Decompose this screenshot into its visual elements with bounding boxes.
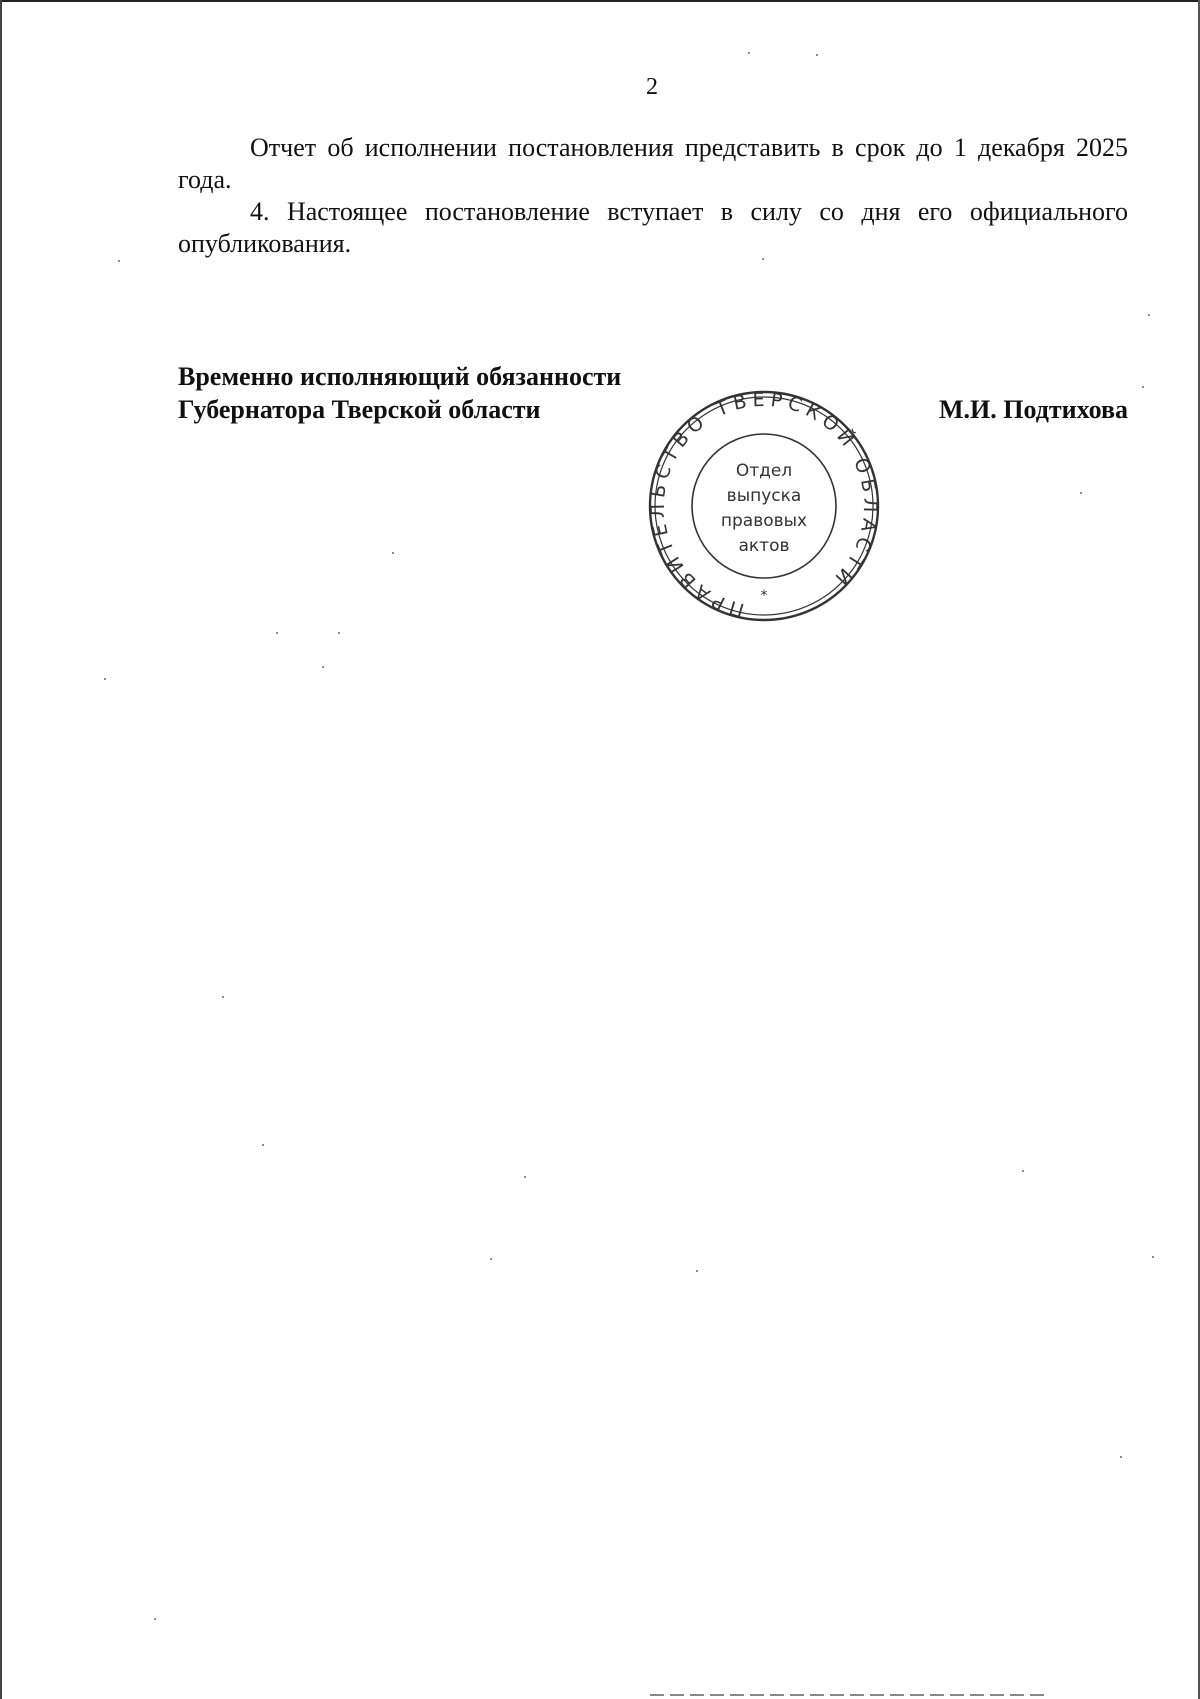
- scan-speck: [490, 1258, 492, 1260]
- scan-speck: [338, 632, 340, 634]
- scan-speck: [276, 632, 278, 634]
- scan-speck: [1148, 314, 1150, 316]
- official-seal: [646, 388, 882, 624]
- page-number: 2: [646, 74, 658, 100]
- scan-bottom-artifact: [650, 1694, 1050, 1696]
- scan-speck: [392, 552, 394, 554]
- scan-speck: [118, 260, 120, 262]
- scan-speck: [1120, 1456, 1122, 1458]
- seal-star: *: [760, 588, 768, 604]
- scan-speck: [322, 666, 324, 668]
- seal-center-line-2: выпуска: [726, 486, 802, 506]
- seal-center-line-4: актов: [738, 536, 790, 556]
- scan-speck: [1022, 1170, 1024, 1172]
- scan-speck: [154, 1618, 156, 1620]
- signatory-name: М.И. Подтихова: [938, 395, 1128, 424]
- scan-speck: [1080, 492, 1082, 494]
- scan-speck: [762, 258, 764, 260]
- seal-inner-ring: [692, 434, 836, 578]
- signatory-title-line-2: Губернатора Тверской области: [178, 395, 541, 424]
- seal-ring-text: ПРАВИТЕЛЬСТВО ТВЕРСКОЙ ОБЛАСТИ: [646, 388, 882, 622]
- scan-speck: [816, 54, 818, 56]
- scan-speck: [1142, 386, 1144, 388]
- scan-speck: [104, 678, 106, 680]
- scan-edge-top: [0, 0, 1200, 2]
- seal-center-line-3: правовых: [720, 511, 808, 531]
- scan-speck: [696, 1270, 698, 1272]
- scan-speck: [222, 996, 224, 998]
- paragraph-report-deadline: Отчет об исполнении постановления представить в срок до 1 декабря 2025 года.: [178, 133, 1128, 194]
- scan-speck: [1152, 1256, 1154, 1258]
- seal-center-line-1: Отдел: [735, 461, 793, 481]
- scan-speck: [524, 1176, 526, 1178]
- scan-speck: [748, 52, 750, 54]
- paragraph-effective-date: 4. Настоящее постановление вступает в силу со дня его официального опубликования.: [178, 197, 1128, 258]
- document-body: [178, 132, 1128, 260]
- signatory-title-line-1: Временно исполняющий обязанности: [178, 362, 622, 391]
- scan-speck: [262, 1144, 264, 1146]
- scan-edge-left: [0, 0, 2, 1699]
- seal-graphic: [646, 388, 882, 624]
